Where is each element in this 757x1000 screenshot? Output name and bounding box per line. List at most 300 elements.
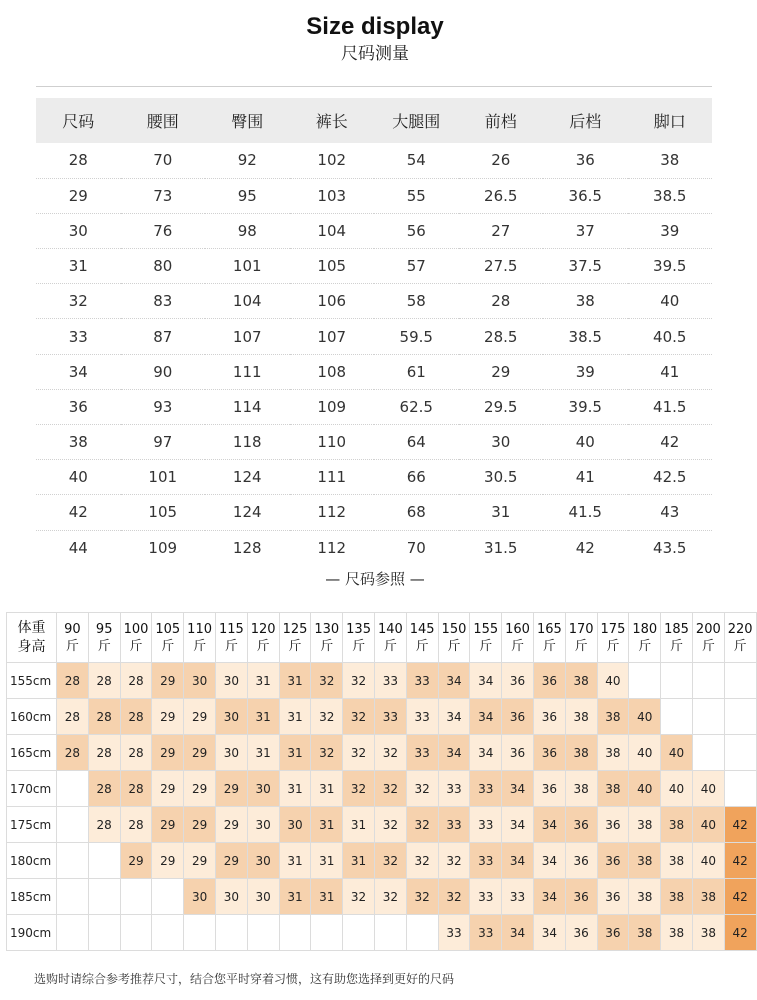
size-table-cell: 36 [543,143,628,178]
weight-unit: 斤 [224,638,238,654]
size-recommendation-cell: 38 [661,843,693,879]
size-table-cell: 98 [205,213,290,248]
weight-value: 175 [600,621,626,637]
size-table-cell: 36 [36,389,121,424]
size-reference-grid [6,612,757,951]
size-recommendation-cell: 34 [533,915,565,951]
weight-column-header [88,613,120,663]
page-title: Size display [306,13,444,40]
size-table-cell: 30.5 [459,460,544,495]
weight-column-header [215,613,247,663]
height-label: 190cm [7,915,57,951]
size-table-row [36,249,712,284]
size-recommendation-cell: 31 [247,735,279,771]
size-recommendation-cell: 33 [470,843,502,879]
weight-unit: 斤 [447,638,461,654]
weight-column-header [565,613,597,663]
size-table-cell: 112 [290,495,375,530]
size-recommendation-cell: 38 [565,735,597,771]
weight-column-header [311,613,343,663]
size-recommendation-cell: 31 [279,843,311,879]
weight-unit: 斤 [638,638,652,654]
size-table-cell: 37.5 [543,249,628,284]
size-recommendation-cell [88,843,120,879]
size-column-header: 后档 [543,98,628,143]
size-table-cell: 70 [406,538,426,557]
size-recommendation-cell: 38 [661,807,693,843]
size-recommendation-cell: 36 [565,915,597,951]
size-table-cell: 41.5 [628,389,713,424]
size-recommendation-cell [692,699,724,735]
size-table-cell: 26 [459,143,544,178]
size-recommendation-cell: 40 [629,699,661,735]
weight-unit: 斤 [479,638,493,654]
size-table-cell: 33 [36,319,121,354]
size-table-row [36,495,712,530]
size-table-cell: 42 [575,538,595,557]
size-table-cell: 43.5 [653,538,687,557]
size-recommendation-cell: 33 [438,807,470,843]
size-table-cell: 40 [543,425,628,460]
size-recommendation-cell [724,735,756,771]
size-recommendation-cell: 32 [311,663,343,699]
size-recommendation-cell [57,807,89,843]
size-table-cell: 112 [317,538,347,557]
size-table-cell: 107 [290,319,375,354]
size-recommendation-cell [343,915,375,951]
size-recommendation-cell: 30 [247,771,279,807]
reference-row [7,735,757,771]
size-table-cell: 41 [543,460,628,495]
weight-column-header [438,613,470,663]
size-recommendation-cell: 28 [57,735,89,771]
size-recommendation-cell [661,663,693,699]
size-recommendation-cell: 31 [311,843,343,879]
size-column-header: 尺码 [36,98,121,143]
size-table-cell: 29 [459,354,544,389]
size-recommendation-cell: 36 [502,663,534,699]
size-recommendation-cell: 29 [152,663,184,699]
size-recommendation-cell: 36 [597,843,629,879]
size-recommendation-cell [406,915,438,951]
weight-column-header [629,613,661,663]
size-column-header: 裤长 [290,98,375,143]
size-table-cell: 28.5 [459,319,544,354]
corner-height-label: 身高 [17,638,46,655]
header [0,12,750,66]
weight-value: 165 [536,621,562,637]
size-recommendation-cell: 28 [88,807,120,843]
size-recommendation-cell: 42 [724,915,756,951]
weight-column-header [247,613,279,663]
size-recommendation-cell: 31 [279,771,311,807]
size-table-cell: 57 [374,249,459,284]
weight-value: 125 [282,621,308,637]
size-recommendation-cell: 32 [438,843,470,879]
size-recommendation-cell: 29 [152,699,184,735]
size-recommendation-cell: 28 [88,735,120,771]
size-table-cell: 107 [205,319,290,354]
size-recommendation-cell: 31 [343,807,375,843]
size-table-cell: 101 [205,249,290,284]
size-recommendation-cell: 32 [343,663,375,699]
weight-value: 185 [664,621,689,637]
size-table [36,98,712,565]
weight-column-header [533,613,565,663]
size-table-cell: 42 [628,425,713,460]
size-recommendation-cell: 31 [311,771,343,807]
size-table-body [36,143,712,565]
size-recommendation-cell [88,879,120,915]
size-table-row [36,425,712,460]
size-recommendation-cell: 34 [502,807,534,843]
size-table-cell: 105 [121,495,206,530]
size-table-cell: 28 [459,284,544,319]
reference-row [7,915,757,951]
weight-column-header [661,613,693,663]
weight-unit: 斤 [574,638,588,654]
weight-column-header [470,613,502,663]
size-table-cell: 44 [68,538,88,557]
weight-value: 150 [441,621,467,637]
size-table-cell: 124 [205,460,290,495]
size-recommendation-cell [57,843,89,879]
size-table-cell: 38 [36,425,121,460]
weight-column-header [724,613,756,663]
reference-row [7,879,757,915]
size-recommendation-cell: 33 [374,699,406,735]
size-recommendation-cell: 30 [279,807,311,843]
weight-column-header [120,613,152,663]
size-recommendation-cell [247,915,279,951]
weight-value: 90 [64,621,81,637]
size-recommendation-cell: 30 [215,699,247,735]
size-recommendation-cell: 29 [152,771,184,807]
size-table-cell: 102 [290,143,375,178]
height-label: 185cm [7,879,57,915]
size-recommendation-cell: 38 [565,699,597,735]
weight-value: 170 [568,621,594,637]
size-recommendation-cell: 32 [374,735,406,771]
size-recommendation-cell [57,771,89,807]
weight-unit: 斤 [97,638,111,654]
size-recommendation-cell: 29 [152,735,184,771]
size-recommendation-cell: 33 [406,663,438,699]
weight-column-header [184,613,216,663]
weight-unit: 斤 [65,638,79,654]
size-recommendation-cell: 42 [724,807,756,843]
size-recommendation-cell: 36 [597,915,629,951]
size-recommendation-cell: 36 [597,807,629,843]
size-table-cell: 54 [374,143,459,178]
size-table-cell: 83 [121,284,206,319]
size-recommendation-cell: 34 [470,663,502,699]
size-recommendation-cell: 32 [406,807,438,843]
size-table-cell: 27.5 [459,249,544,284]
size-recommendation-cell: 29 [184,843,216,879]
reference-row [7,807,757,843]
size-table-cell: 109 [290,389,375,424]
size-recommendation-cell [311,915,343,951]
size-table-row [36,143,712,178]
size-recommendation-cell: 33 [470,807,502,843]
size-table-cell: 110 [290,425,375,460]
size-recommendation-cell [374,915,406,951]
size-table-cell: 38 [628,143,713,178]
size-recommendation-cell: 34 [470,699,502,735]
size-recommendation-cell: 38 [629,843,661,879]
size-recommendation-cell: 33 [502,879,534,915]
size-table-cell: 59.5 [374,319,459,354]
size-recommendation-cell: 29 [120,843,152,879]
size-recommendation-cell: 32 [311,735,343,771]
weight-value: 160 [505,621,530,637]
size-table-row [36,213,712,248]
weight-value: 155 [473,621,499,637]
size-table-cell: 29.5 [459,389,544,424]
size-recommendation-cell: 33 [406,735,438,771]
size-table-cell: 38.5 [628,178,713,213]
size-recommendation-cell: 40 [692,843,724,879]
size-table-cell: 34 [36,354,121,389]
size-recommendation-cell: 28 [88,699,120,735]
size-table-cell: 43 [628,495,713,530]
size-recommendation-cell [724,663,756,699]
height-label: 175cm [7,807,57,843]
size-recommendation-cell: 36 [565,879,597,915]
size-recommendation-cell: 30 [215,879,247,915]
size-table-cell: 64 [374,425,459,460]
weight-unit: 斤 [511,638,525,654]
size-recommendation-cell: 40 [661,771,693,807]
size-recommendation-cell: 31 [343,843,375,879]
size-recommendation-cell: 32 [438,879,470,915]
size-recommendation-cell: 42 [724,879,756,915]
weight-column-header [692,613,724,663]
size-table-cell: 108 [290,354,375,389]
size-recommendation-cell: 30 [247,843,279,879]
size-recommendation-cell: 32 [374,771,406,807]
size-recommendation-cell: 32 [374,879,406,915]
size-table-cell: 38.5 [543,319,628,354]
size-recommendation-cell: 29 [215,771,247,807]
size-recommendation-cell [88,915,120,951]
size-recommendation-cell: 33 [374,663,406,699]
size-table-cell: 30 [36,213,121,248]
size-recommendation-cell [152,879,184,915]
size-table-row [36,530,712,565]
size-column-header: 前档 [459,98,544,143]
weight-unit: 斤 [415,638,429,654]
size-recommendation-cell: 34 [533,843,565,879]
size-table-row [36,284,712,319]
size-table-cell: 87 [121,319,206,354]
size-table-cell: 93 [121,389,206,424]
size-table-cell: 70 [121,143,206,178]
size-recommendation-cell: 32 [406,843,438,879]
weight-value: 115 [218,621,244,637]
size-recommendation-cell: 32 [406,771,438,807]
weight-column-header [374,613,406,663]
weight-unit: 斤 [733,638,747,654]
size-table-cell: 106 [290,284,375,319]
height-label: 180cm [7,843,57,879]
size-table-header-row [36,98,712,143]
size-recommendation-cell: 40 [692,771,724,807]
size-table-cell: 90 [121,354,206,389]
size-table-cell: 104 [290,213,375,248]
weight-value: 140 [377,621,403,637]
size-recommendation-cell [279,915,311,951]
size-table-cell: 109 [148,538,178,557]
size-table-cell: 62.5 [374,389,459,424]
weight-unit: 斤 [352,638,366,654]
size-recommendation-cell: 38 [629,879,661,915]
size-recommendation-cell [215,915,247,951]
size-table-row [36,354,712,389]
weight-column-header [152,613,184,663]
divider [36,86,712,87]
size-recommendation-cell: 38 [597,735,629,771]
weight-unit: 斤 [288,638,302,654]
size-recommendation-cell: 36 [597,879,629,915]
size-table-cell: 55 [374,178,459,213]
weight-value: 145 [409,621,435,637]
weight-column-header [279,613,311,663]
size-recommendation-cell: 36 [533,735,565,771]
size-table-cell: 31 [36,249,121,284]
size-table-cell: 56 [374,213,459,248]
corner-weight-label: 体重 [17,619,46,636]
size-table-cell: 111 [290,460,375,495]
size-recommendation-cell: 31 [279,735,311,771]
size-recommendation-cell: 32 [374,807,406,843]
size-recommendation-cell: 40 [692,807,724,843]
reference-title: — 尺码参照 — [325,570,425,588]
size-recommendation-cell: 40 [629,735,661,771]
size-recommendation-cell: 36 [565,807,597,843]
size-table-cell: 42.5 [628,460,713,495]
weight-value: 95 [95,621,113,637]
size-recommendation-cell [661,699,693,735]
size-recommendation-cell: 36 [502,735,534,771]
size-recommendation-cell [724,699,756,735]
size-table-cell: 31.5 [484,538,518,557]
size-recommendation-cell: 38 [565,663,597,699]
reference-row [7,699,757,735]
size-table-cell: 26.5 [459,178,544,213]
size-recommendation-cell: 32 [343,771,375,807]
height-label: 155cm [7,663,57,699]
reference-row [7,663,757,699]
weight-unit: 斤 [129,638,143,654]
size-table-cell: 114 [205,389,290,424]
size-recommendation-cell [57,879,89,915]
size-table-cell: 40 [628,284,713,319]
size-table-cell: 104 [205,284,290,319]
height-label: 165cm [7,735,57,771]
weight-value: 135 [346,621,371,637]
size-column-header: 大腿围 [374,98,459,143]
size-table-cell: 39 [543,354,628,389]
size-table-cell: 27 [459,213,544,248]
size-recommendation-cell: 33 [470,771,502,807]
size-recommendation-cell: 38 [692,915,724,951]
size-recommendation-cell: 32 [311,699,343,735]
size-column-header: 脚口 [628,98,713,143]
size-recommendation-cell: 28 [120,699,152,735]
size-recommendation-cell: 30 [215,663,247,699]
size-recommendation-cell: 29 [184,699,216,735]
size-table-cell: 66 [374,460,459,495]
size-recommendation-cell: 29 [184,735,216,771]
size-table-cell: 30 [459,425,544,460]
size-recommendation-cell: 40 [661,735,693,771]
size-table-cell: 76 [121,213,206,248]
size-table-cell: 103 [290,178,375,213]
size-table-cell: 111 [205,354,290,389]
weight-value: 110 [187,621,212,637]
weight-column-header [343,613,375,663]
weight-unit: 斤 [383,638,397,654]
weight-value: 130 [314,621,340,637]
size-recommendation-cell: 31 [279,879,311,915]
size-recommendation-cell: 38 [597,699,629,735]
size-table-cell: 124 [205,495,290,530]
size-recommendation-cell: 38 [661,879,693,915]
size-table-cell: 37 [543,213,628,248]
height-label: 170cm [7,771,57,807]
size-recommendation-cell [724,771,756,807]
size-table-cell: 41.5 [543,495,628,530]
size-recommendation-cell: 38 [692,879,724,915]
weight-value: 100 [123,621,149,637]
size-recommendation-cell [57,915,89,951]
size-recommendation-cell: 28 [120,663,152,699]
size-recommendation-cell: 34 [438,699,470,735]
size-table-row [36,460,712,495]
size-column-header: 腰围 [121,98,206,143]
size-recommendation-cell: 28 [88,663,120,699]
size-recommendation-cell: 34 [533,879,565,915]
size-recommendation-cell [692,735,724,771]
size-recommendation-cell: 33 [470,879,502,915]
size-recommendation-cell [120,915,152,951]
size-recommendation-cell: 34 [502,771,534,807]
size-recommendation-cell: 33 [438,915,470,951]
reference-row [7,843,757,879]
size-table-cell: 128 [232,538,262,557]
weight-unit: 斤 [161,638,175,654]
weight-column-header [502,613,534,663]
size-recommendation-cell: 33 [470,915,502,951]
size-recommendation-cell: 28 [120,735,152,771]
reference-header-row [7,613,757,663]
size-recommendation-cell: 38 [661,915,693,951]
weight-height-corner [7,613,57,663]
size-recommendation-cell: 40 [629,771,661,807]
size-recommendation-cell: 29 [215,807,247,843]
size-recommendation-cell [692,663,724,699]
size-recommendation-cell: 29 [184,807,216,843]
size-recommendation-cell: 29 [184,771,216,807]
size-recommendation-cell: 32 [343,735,375,771]
size-recommendation-cell [184,915,216,951]
size-table-cell: 29 [36,178,121,213]
weight-value: 120 [250,621,276,637]
size-table-cell: 118 [205,425,290,460]
size-recommendation-cell: 38 [629,915,661,951]
